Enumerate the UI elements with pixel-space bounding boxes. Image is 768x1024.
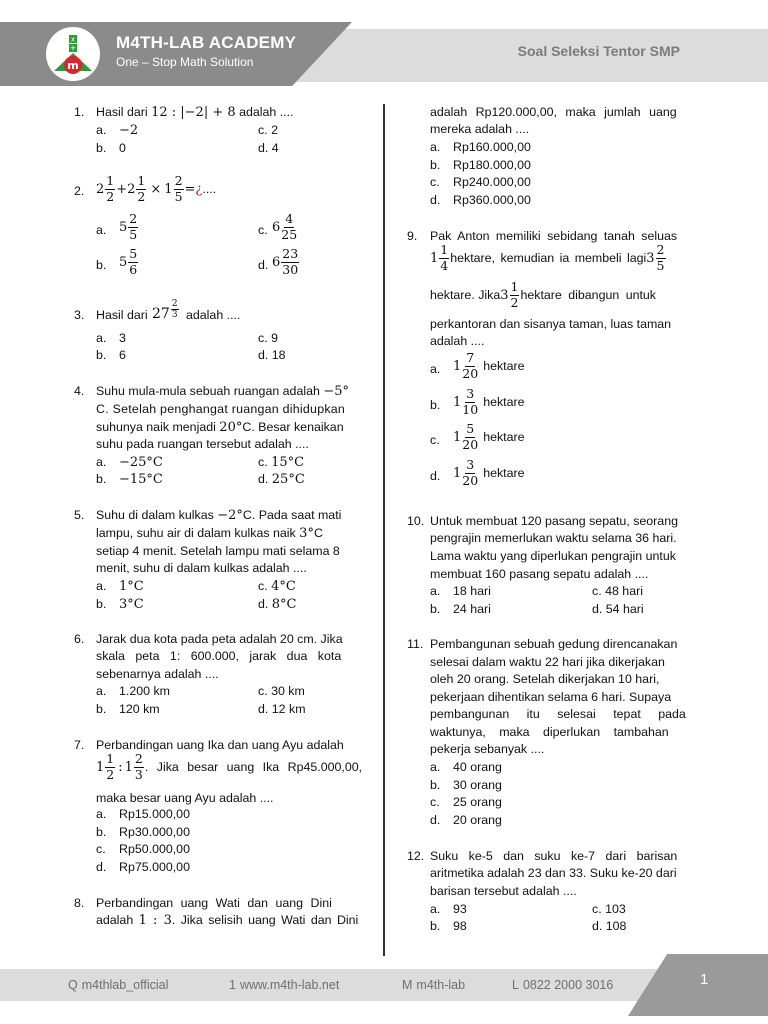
logo-x-glyph: x bbox=[70, 35, 76, 44]
line-app-icon: M bbox=[402, 978, 413, 992]
stem-line-3: barisan tersebut adalah .... bbox=[430, 884, 577, 898]
question-stem-math bbox=[96, 175, 216, 203]
option-label: c. bbox=[258, 579, 272, 593]
stem-text: suhunya naik menjadi bbox=[96, 420, 220, 434]
option-d-value: Rp75.000,00 bbox=[119, 860, 190, 874]
numerator: 2 bbox=[129, 211, 138, 226]
option-c bbox=[258, 578, 296, 595]
unit-label: hektare bbox=[483, 359, 525, 373]
question-number: 4. bbox=[74, 384, 85, 398]
whole-part: 1 bbox=[453, 429, 462, 445]
stem-line-2 bbox=[96, 912, 358, 929]
option-c-label: c. bbox=[430, 433, 440, 447]
stem-line-5: pembangunan itu selesai tepat pada bbox=[430, 707, 686, 721]
fraction bbox=[281, 213, 297, 241]
footer-website[interactable] bbox=[229, 978, 339, 992]
logo-plus-glyph: + bbox=[69, 43, 77, 53]
stem-line-4: mereka adalah .... bbox=[430, 122, 530, 136]
option-a-label: a. bbox=[96, 331, 107, 345]
option-b-value: 0 bbox=[119, 141, 126, 155]
numerator: 1 bbox=[510, 279, 519, 294]
option-c-value bbox=[272, 213, 298, 241]
stem-math: 20° bbox=[219, 420, 243, 435]
stem-text: . Jika besar uang Ika Rp45.000,00, bbox=[144, 760, 363, 774]
fraction bbox=[105, 753, 115, 781]
stem-line-1: Jarak dua kota pada peta adalah 20 cm. Jika bbox=[96, 632, 343, 646]
denominator: 20 bbox=[462, 472, 479, 488]
numerator: 1 bbox=[137, 173, 146, 188]
numerator: 3 bbox=[466, 386, 475, 401]
stem-line-3: adalah Rp120.000,00, maka jumlah uang bbox=[430, 105, 677, 119]
denominator: 2 bbox=[106, 188, 115, 204]
fraction bbox=[174, 175, 184, 203]
numerator: 2 bbox=[656, 242, 665, 257]
option-c-label: c. bbox=[430, 795, 440, 809]
stem-line-3: Lama waktu yang diperlukan pengrajin untuk bbox=[430, 549, 676, 563]
stem-line-1: Pak Anton memiliki sebidang tanah seluas bbox=[430, 229, 678, 243]
fraction bbox=[462, 352, 478, 380]
denominator: 5 bbox=[174, 188, 183, 204]
whole-part: 6 bbox=[272, 219, 281, 235]
fraction bbox=[134, 753, 144, 781]
whole-part: 1 bbox=[453, 358, 462, 374]
website-url: www.m4th-lab.net bbox=[239, 978, 340, 992]
numerator: 5 bbox=[129, 246, 138, 261]
stem-line-4: membuat 160 pasang sepatu adalah .... bbox=[430, 567, 649, 581]
stem-line-3: sebenarnya adalah .... bbox=[96, 667, 219, 681]
stem-line-1 bbox=[96, 507, 341, 524]
option-b-label: b. bbox=[96, 472, 107, 486]
academy-tagline: One – Stop Math Solution bbox=[116, 55, 254, 69]
option-a-label: a. bbox=[430, 140, 441, 154]
unit-label: hektare bbox=[483, 430, 525, 444]
option-b-value: 3°C bbox=[119, 597, 144, 612]
option-b-label: b. bbox=[430, 778, 441, 792]
stem-text: hektare dibangun untuk bbox=[520, 288, 656, 302]
fraction bbox=[656, 244, 666, 272]
denominator: 10 bbox=[462, 401, 479, 417]
stem-math: 1 : 3 bbox=[138, 913, 172, 928]
stem-line-2: skala peta 1: 600.000, jarak dua kota bbox=[96, 649, 342, 663]
stem-line-1: Untuk membuat 120 pasang sepatu, seorang bbox=[430, 514, 678, 528]
option-c bbox=[258, 454, 304, 471]
option-value: 25°C bbox=[271, 472, 305, 487]
stem-text: lampu, suhu air di dalam kulkas naik bbox=[96, 526, 300, 540]
whole-part: 6 bbox=[272, 254, 281, 270]
denominator: 2 bbox=[510, 294, 519, 310]
option-label: c. bbox=[258, 455, 272, 469]
stem-text: C bbox=[313, 526, 323, 540]
option-d-label: d. bbox=[430, 193, 441, 207]
stem-line-3: maka besar uang Ayu adalah .... bbox=[96, 791, 274, 805]
option-a-value: Rp15.000,00 bbox=[119, 807, 190, 821]
option-d: d. 18 bbox=[258, 348, 286, 362]
option-d-label: d. bbox=[96, 860, 107, 874]
fraction bbox=[439, 244, 449, 272]
unit-label: hektare bbox=[483, 395, 525, 409]
option-a-value: 1°C bbox=[119, 579, 144, 594]
stem-line-4: suhu pada ruangan tersebut adalah .... bbox=[96, 437, 309, 451]
stem-text: adalah .... bbox=[186, 308, 241, 322]
whole-part: 5 bbox=[119, 254, 128, 270]
denominator: 4 bbox=[440, 257, 449, 273]
fraction bbox=[510, 281, 520, 309]
stem-math: 3° bbox=[299, 526, 314, 541]
stem-text: . Jika selisih uang Wati dan Dini bbox=[171, 913, 359, 927]
stem-line-4: pekerjaan dihentikan selama 6 hari. Supaya bbox=[430, 690, 672, 704]
whole-part: 3 bbox=[646, 250, 655, 266]
fraction bbox=[281, 248, 299, 276]
question-number: 5. bbox=[74, 508, 85, 522]
stem-line-3: oleh 20 orang. Setelah dikerjakan 10 hari, bbox=[430, 672, 660, 686]
stem-line-4: menit, suhu di dalam kulkas adalah .... bbox=[96, 561, 307, 575]
phone-icon: L bbox=[512, 978, 519, 992]
stem-text: Hasil dari bbox=[96, 105, 152, 119]
numerator: 1 bbox=[106, 173, 115, 188]
numerator: 3 bbox=[466, 457, 475, 472]
option-c: c. 30 km bbox=[258, 684, 305, 698]
option-value: 8°C bbox=[271, 597, 297, 612]
question-number: 2. bbox=[74, 184, 85, 198]
stem-text: adalah bbox=[96, 913, 139, 927]
option-a-value: 93 bbox=[453, 902, 467, 916]
option-label: d. bbox=[258, 597, 272, 611]
option-a-value: 40 orang bbox=[453, 760, 502, 774]
stem-line-3 bbox=[96, 419, 344, 436]
stem-line-1: Pembangunan sebuah gedung direncanakan bbox=[430, 637, 678, 651]
stem-power bbox=[152, 300, 180, 328]
option-b-label: b. bbox=[430, 158, 441, 172]
numerator: 2 bbox=[134, 751, 143, 766]
phone-number: 0822 2000 3016 bbox=[522, 978, 614, 992]
fraction bbox=[105, 175, 115, 203]
page-number: 1 bbox=[700, 971, 709, 988]
whole-part: 1 bbox=[453, 394, 462, 410]
option-d: d. 108 bbox=[592, 919, 627, 933]
whole-part: 1 bbox=[164, 181, 173, 197]
option-d: d. 12 km bbox=[258, 702, 306, 716]
footer-instagram[interactable] bbox=[68, 978, 168, 992]
option-d bbox=[258, 471, 305, 488]
option-d-label: d. bbox=[258, 258, 269, 272]
fraction bbox=[128, 213, 138, 241]
option-a-value: −2 bbox=[119, 123, 139, 138]
option-b-value: −15°C bbox=[119, 472, 163, 487]
logo-m-glyph: m bbox=[67, 59, 79, 72]
stem-text: Suhu di dalam kulkas bbox=[96, 508, 218, 522]
footer-phone[interactable] bbox=[512, 978, 613, 992]
numerator: 1 bbox=[106, 751, 115, 766]
option-label: d. bbox=[258, 472, 272, 486]
denominator: 2 bbox=[106, 766, 115, 782]
footer-line[interactable] bbox=[402, 978, 465, 992]
option-b-value: Rp180.000,00 bbox=[453, 158, 531, 172]
whole-part: 1 bbox=[96, 759, 105, 775]
denominator: 6 bbox=[129, 261, 138, 277]
stem-line-3 bbox=[430, 281, 656, 309]
option-b-label: b. bbox=[430, 602, 441, 616]
option-d bbox=[258, 596, 297, 613]
stem-line-1: Perbandingan uang Ika dan uang Ayu adalah bbox=[96, 738, 344, 752]
option-a-value: Rp160.000,00 bbox=[453, 140, 531, 154]
equals-sign: = bbox=[184, 181, 196, 197]
question-number: 8. bbox=[74, 896, 85, 910]
column-divider bbox=[383, 104, 385, 956]
fraction bbox=[462, 388, 478, 416]
stem-math: −2° bbox=[217, 508, 243, 523]
option-a-label: a. bbox=[96, 223, 107, 237]
option-a-value: 18 hari bbox=[453, 584, 491, 598]
option-c-value: Rp50.000,00 bbox=[119, 842, 190, 856]
option-a-value: −25°C bbox=[119, 455, 163, 470]
option-c-value: Rp240.000,00 bbox=[453, 175, 531, 189]
stem-math: −5° bbox=[323, 384, 349, 399]
option-b-label: b. bbox=[96, 702, 107, 716]
option-c: c. 103 bbox=[592, 902, 626, 916]
option-d-value: 20 orang bbox=[453, 813, 502, 827]
option-b-label: b. bbox=[430, 398, 441, 412]
stem-dots: .... bbox=[202, 182, 217, 196]
option-b-value: 98 bbox=[453, 919, 467, 933]
whole-part: 3 bbox=[500, 287, 509, 303]
option-value: 4°C bbox=[271, 579, 296, 594]
option-a-label: a. bbox=[96, 455, 107, 469]
stem-text: C. Pada saat mati bbox=[242, 508, 342, 522]
whole-part: 2 bbox=[96, 181, 105, 197]
numerator: 23 bbox=[282, 246, 299, 261]
denominator: 25 bbox=[281, 226, 298, 242]
denominator: 2 bbox=[137, 188, 146, 204]
power-exponent bbox=[171, 300, 179, 320]
option-d-value bbox=[453, 459, 525, 487]
whole-part: 1 bbox=[430, 250, 439, 266]
numerator: 4 bbox=[285, 211, 294, 226]
denominator: 5 bbox=[656, 257, 665, 273]
option-d: d. 4 bbox=[258, 141, 279, 155]
stem-text: Suhu mula-mula sebuah ruangan adalah bbox=[96, 384, 324, 398]
option-b-label: b. bbox=[96, 348, 107, 362]
stem-line-2: C. Setelah penghangat ruangan dihidupkan bbox=[96, 402, 346, 416]
stem-text: Hasil dari bbox=[96, 308, 148, 322]
question-number: 6. bbox=[74, 632, 85, 646]
option-a-label: a. bbox=[96, 579, 107, 593]
unknown-mark: ¿ bbox=[195, 181, 203, 197]
option-c-label: c. bbox=[430, 175, 440, 189]
option-d: d. 54 hari bbox=[592, 602, 644, 616]
fraction bbox=[462, 423, 478, 451]
instagram-handle: m4thlab_official bbox=[81, 978, 169, 992]
option-b-value bbox=[453, 388, 525, 416]
instagram-icon: Q bbox=[68, 978, 78, 992]
footer-page-tab bbox=[628, 954, 768, 1016]
stem-text: hektare. Jika bbox=[430, 288, 501, 302]
whole-part: 1 bbox=[453, 465, 462, 481]
question-number: 10. bbox=[407, 514, 425, 528]
stem-line-1: Suku ke-5 dan suku ke-7 dari barisan bbox=[430, 849, 678, 863]
stem-line-2 bbox=[96, 525, 323, 542]
stem-line-2: aritmetika adalah 23 dan 33. Suku ke-20 dari bbox=[430, 866, 677, 880]
option-c-value: 25 orang bbox=[453, 795, 502, 809]
question-number: 1. bbox=[74, 105, 85, 119]
option-b-value: Rp30.000,00 bbox=[119, 825, 190, 839]
option-b-label: b. bbox=[96, 141, 107, 155]
stem-line-2 bbox=[96, 753, 362, 781]
option-c: c. 48 hari bbox=[592, 584, 643, 598]
option-d-label: d. bbox=[430, 469, 441, 483]
stem-line-2 bbox=[430, 244, 667, 272]
stem-math: 12 : |−2| + 8 bbox=[151, 105, 236, 120]
denominator: 20 bbox=[462, 436, 479, 452]
denominator: 3 bbox=[171, 310, 178, 320]
document-title: Soal Seleksi Tentor SMP bbox=[517, 43, 680, 59]
option-a-label: a. bbox=[96, 684, 107, 698]
globe-icon: 1 bbox=[229, 978, 236, 992]
stem-line-6: waktunya, maka diperlukan tambahan bbox=[430, 725, 669, 739]
stem-line-1: Perbandingan uang Wati dan uang Dini bbox=[96, 896, 332, 910]
stem-line-1 bbox=[96, 383, 349, 400]
stem-text: adalah .... bbox=[235, 105, 294, 119]
fraction bbox=[128, 248, 138, 276]
numerator: 5 bbox=[466, 421, 475, 436]
denominator: 3 bbox=[134, 766, 143, 782]
option-b-label: b. bbox=[96, 825, 107, 839]
option-a-label: a. bbox=[430, 902, 441, 916]
option-b-value bbox=[119, 248, 139, 276]
question-number: 7. bbox=[74, 738, 85, 752]
stem-line-2: selesai dalam waktu 22 hari jika dikerjakan bbox=[430, 655, 665, 669]
line-id: m4th-lab bbox=[416, 978, 466, 992]
option-a-value bbox=[453, 352, 525, 380]
unit-label: hektare bbox=[483, 466, 525, 480]
stem-line-4: perkantoran dan sisanya taman, luas taman bbox=[430, 317, 672, 331]
question-number: 12. bbox=[407, 849, 425, 863]
option-b-value: 24 hari bbox=[453, 602, 491, 616]
option-c-label: c. bbox=[258, 223, 268, 237]
fraction bbox=[136, 175, 146, 203]
option-b-value: 120 km bbox=[119, 702, 160, 716]
option-a-label: a. bbox=[96, 123, 107, 137]
option-a-value: 1.200 km bbox=[119, 684, 170, 698]
ratio-colon: : bbox=[118, 759, 123, 775]
option-c-value bbox=[453, 423, 525, 451]
times-sign: × bbox=[150, 181, 162, 197]
stem-text: C. Besar kenaikan bbox=[242, 420, 344, 434]
option-d-label: d. bbox=[430, 813, 441, 827]
option-c: c. 9 bbox=[258, 331, 278, 345]
option-b-value: 6 bbox=[119, 348, 126, 362]
fraction bbox=[462, 459, 478, 487]
option-c-label: c. bbox=[96, 842, 106, 856]
question-number: 9. bbox=[407, 229, 418, 243]
denominator: 20 bbox=[462, 365, 479, 381]
numerator: 2 bbox=[174, 173, 183, 188]
stem-line-2: pengrajin memerlukan waktu selama 36 hari. bbox=[430, 531, 677, 545]
option-b-value: 30 orang bbox=[453, 778, 502, 792]
option-a-label: a. bbox=[430, 584, 441, 598]
option-b-label: b. bbox=[96, 258, 107, 272]
question-number: 11. bbox=[407, 637, 424, 651]
numerator: 2 bbox=[171, 299, 178, 309]
option-d-value: Rp360.000,00 bbox=[453, 193, 531, 207]
option-a-label: a. bbox=[430, 760, 441, 774]
denominator: 30 bbox=[282, 261, 299, 277]
denominator: 5 bbox=[129, 226, 138, 242]
option-d-value bbox=[272, 248, 300, 276]
option-a-label: a. bbox=[430, 362, 441, 376]
option-b-label: b. bbox=[430, 919, 441, 933]
option-a-value bbox=[119, 213, 139, 241]
option-value: 15°C bbox=[271, 455, 305, 470]
option-c: c. 2 bbox=[258, 123, 278, 137]
academy-name: M4TH-LAB ACADEMY bbox=[116, 33, 297, 52]
whole-part: 5 bbox=[119, 219, 128, 235]
option-a-value: 3 bbox=[119, 331, 126, 345]
numerator: 1 bbox=[440, 242, 449, 257]
stem-line-3: setiap 4 menit. Setelah lampu mati selama 8 bbox=[96, 544, 340, 558]
question-number: 3. bbox=[74, 308, 85, 322]
whole-part: 2 bbox=[127, 181, 136, 197]
whole-part: 1 bbox=[124, 759, 133, 775]
option-b-label: b. bbox=[96, 597, 107, 611]
stem-text: hektare, kemudian ia membeli lagi bbox=[450, 251, 647, 265]
question-stem bbox=[96, 104, 294, 121]
option-a-label: a. bbox=[96, 807, 107, 821]
power-base: 27 bbox=[152, 306, 170, 322]
plus-sign: + bbox=[116, 181, 128, 197]
stem-line-5: adalah .... bbox=[430, 334, 485, 348]
stem-line-7: pekerja sebanyak .... bbox=[430, 742, 545, 756]
m4thlab-logo bbox=[46, 27, 100, 81]
numerator: 7 bbox=[466, 350, 475, 365]
